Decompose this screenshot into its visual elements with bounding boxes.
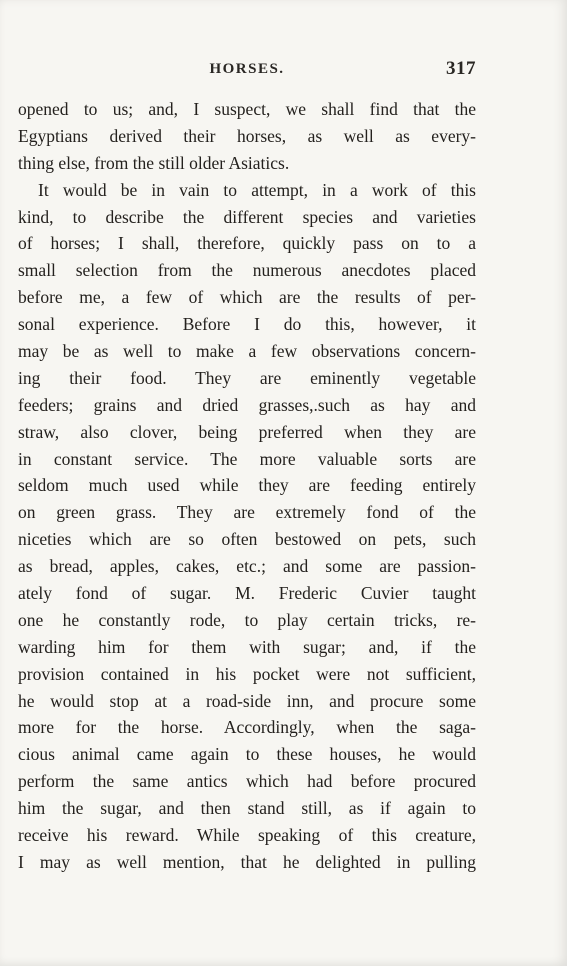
text-line: receive his reward. While speaking of this creature, bbox=[18, 825, 476, 846]
running-head: HORSES. bbox=[209, 61, 285, 77]
text-line: more for the horse. Accordingly, when the saga- bbox=[18, 717, 476, 738]
paragraph-first-line: It would be in vain to attempt, in a work of this bbox=[38, 179, 476, 200]
text-line: thing else, from the still older Asiatics. bbox=[18, 152, 290, 173]
text-line: ately fond of sugar. M. Frederic Cuvier taught bbox=[18, 583, 476, 604]
text-line: before me, a few of which are the results of per- bbox=[18, 287, 476, 308]
text-line: opened to us; and, I suspect, we shall find that the bbox=[18, 99, 476, 119]
text-line: I may as well mention, that he delighted in pulling bbox=[18, 851, 476, 872]
text-line: he would stop at a road-side inn, and procure some bbox=[18, 690, 476, 711]
text-line: seldom much used while they are feeding entirely bbox=[18, 475, 476, 496]
text-line: small selection from the numerous anecdotes placed bbox=[18, 260, 476, 281]
text-line: him the sugar, and then stand still, as if again to bbox=[18, 798, 476, 819]
text-line: perform the same antics which had before procured bbox=[18, 771, 476, 792]
text-line: kind, to describe the different species and varieties bbox=[18, 206, 476, 227]
text-line: Egyptians derived their horses, as well as every- bbox=[18, 125, 476, 146]
text-line: provision contained in his pocket were not sufficient, bbox=[18, 663, 476, 684]
body-text bbox=[18, 96, 476, 876]
text-line: warding him for them with sugar; and, if the bbox=[18, 636, 476, 657]
text-line: in constant service. The more valuable sorts are bbox=[18, 448, 476, 469]
text-line: ing their food. They are eminently vegetable bbox=[18, 367, 476, 388]
text-line: straw, also clover, being preferred when they are bbox=[18, 421, 476, 442]
text-line: sonal experience. Before I do this, however, it bbox=[18, 314, 476, 335]
text-line: of horses; I shall, therefore, quickly pass on to a bbox=[18, 233, 476, 254]
text-line: feeders; grains and dried grasses,.such as hay and bbox=[18, 394, 476, 415]
text-line: on green grass. They are extremely fond of the bbox=[18, 502, 476, 523]
text-line: may be as well to make a few observations concern- bbox=[18, 341, 476, 362]
page-header bbox=[18, 58, 476, 84]
text-line: as bread, apples, cakes, etc.; and some are passion- bbox=[18, 556, 476, 577]
text-line: one he constantly rode, to play certain tricks, re- bbox=[18, 609, 476, 630]
page-number: 317 bbox=[446, 58, 476, 79]
text-line: niceties which are so often bestowed on pets, such bbox=[18, 529, 476, 550]
text-line: cious animal came again to these houses, he would bbox=[18, 744, 476, 765]
